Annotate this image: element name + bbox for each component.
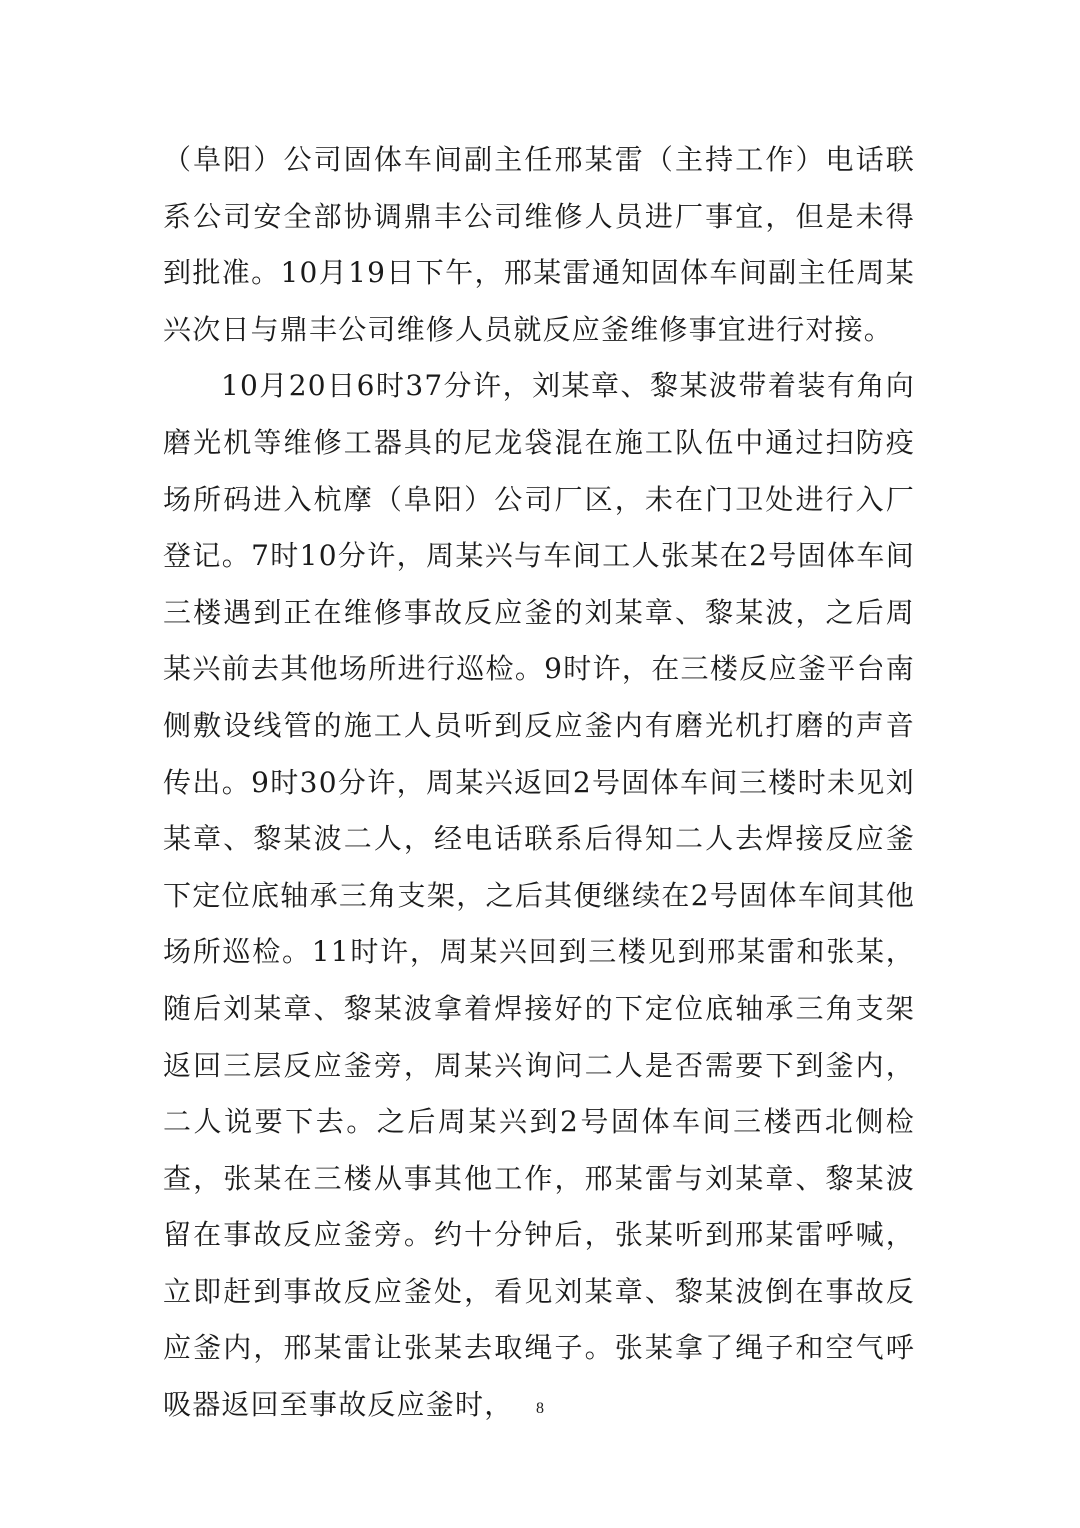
body-text [163, 132, 915, 1434]
paragraph-incident-timeline: 10月20日6时37分许，刘某章、黎某波带着装有角向磨光机等维修工器具的尼龙袋混在施工队伍中通过扫防疫场所码进入杭摩（阜阳）公司厂区，未在门卫处进行入厂登记。7时10分许，周某兴与车间工人张某在2号固体车间三楼遇到正在维修事故反应釜的刘某章、黎某波，之后周某兴前去其他场所进行巡检。9时许，在三楼反应釜平台南侧敷设线管的施工人员听到反应釜内有磨光机打磨的声音传出。9时30分许，周某兴返回2号固体车间三楼时未见刘某章、黎某波二人，经电话联系后得知二人去焊接反应釜下定位底轴承三角支架，之后其便继续在2号固体车间其他场所巡检。11时许，周某兴回到三楼见到邢某雷和张某，随后刘某章、黎某波拿着焊接好的下定位底轴承三角支架返回三层反应釜旁，周某兴询问二人是否需要下到釜内，二人说要下去。之后周某兴到2号固体车间三楼西北侧检查，张某在三楼从事其他工作，邢某雷与刘某章、黎某波留在事故反应釜旁。约十分钟后，张某听到邢某雷呼喊，立即赶到事故反应釜处，看见刘某章、黎某波倒在事故反应釜内，邢某雷让张某去取绳子。张某拿了绳子和空气呼吸器返回至事故反应釜时， [163, 369, 915, 1422]
page-number: 8 [536, 1400, 544, 1417]
paragraph-continuation: （阜阳）公司固体车间副主任邢某雷（主持工作）电话联系公司安全部协调鼎丰公司维修人员进厂事宜，但是未得到批准。10月19日下午，邢某雷通知固体车间副主任周某兴次日与鼎丰公司维修人员就反应釜维修事宜进行对接。 [163, 143, 915, 346]
